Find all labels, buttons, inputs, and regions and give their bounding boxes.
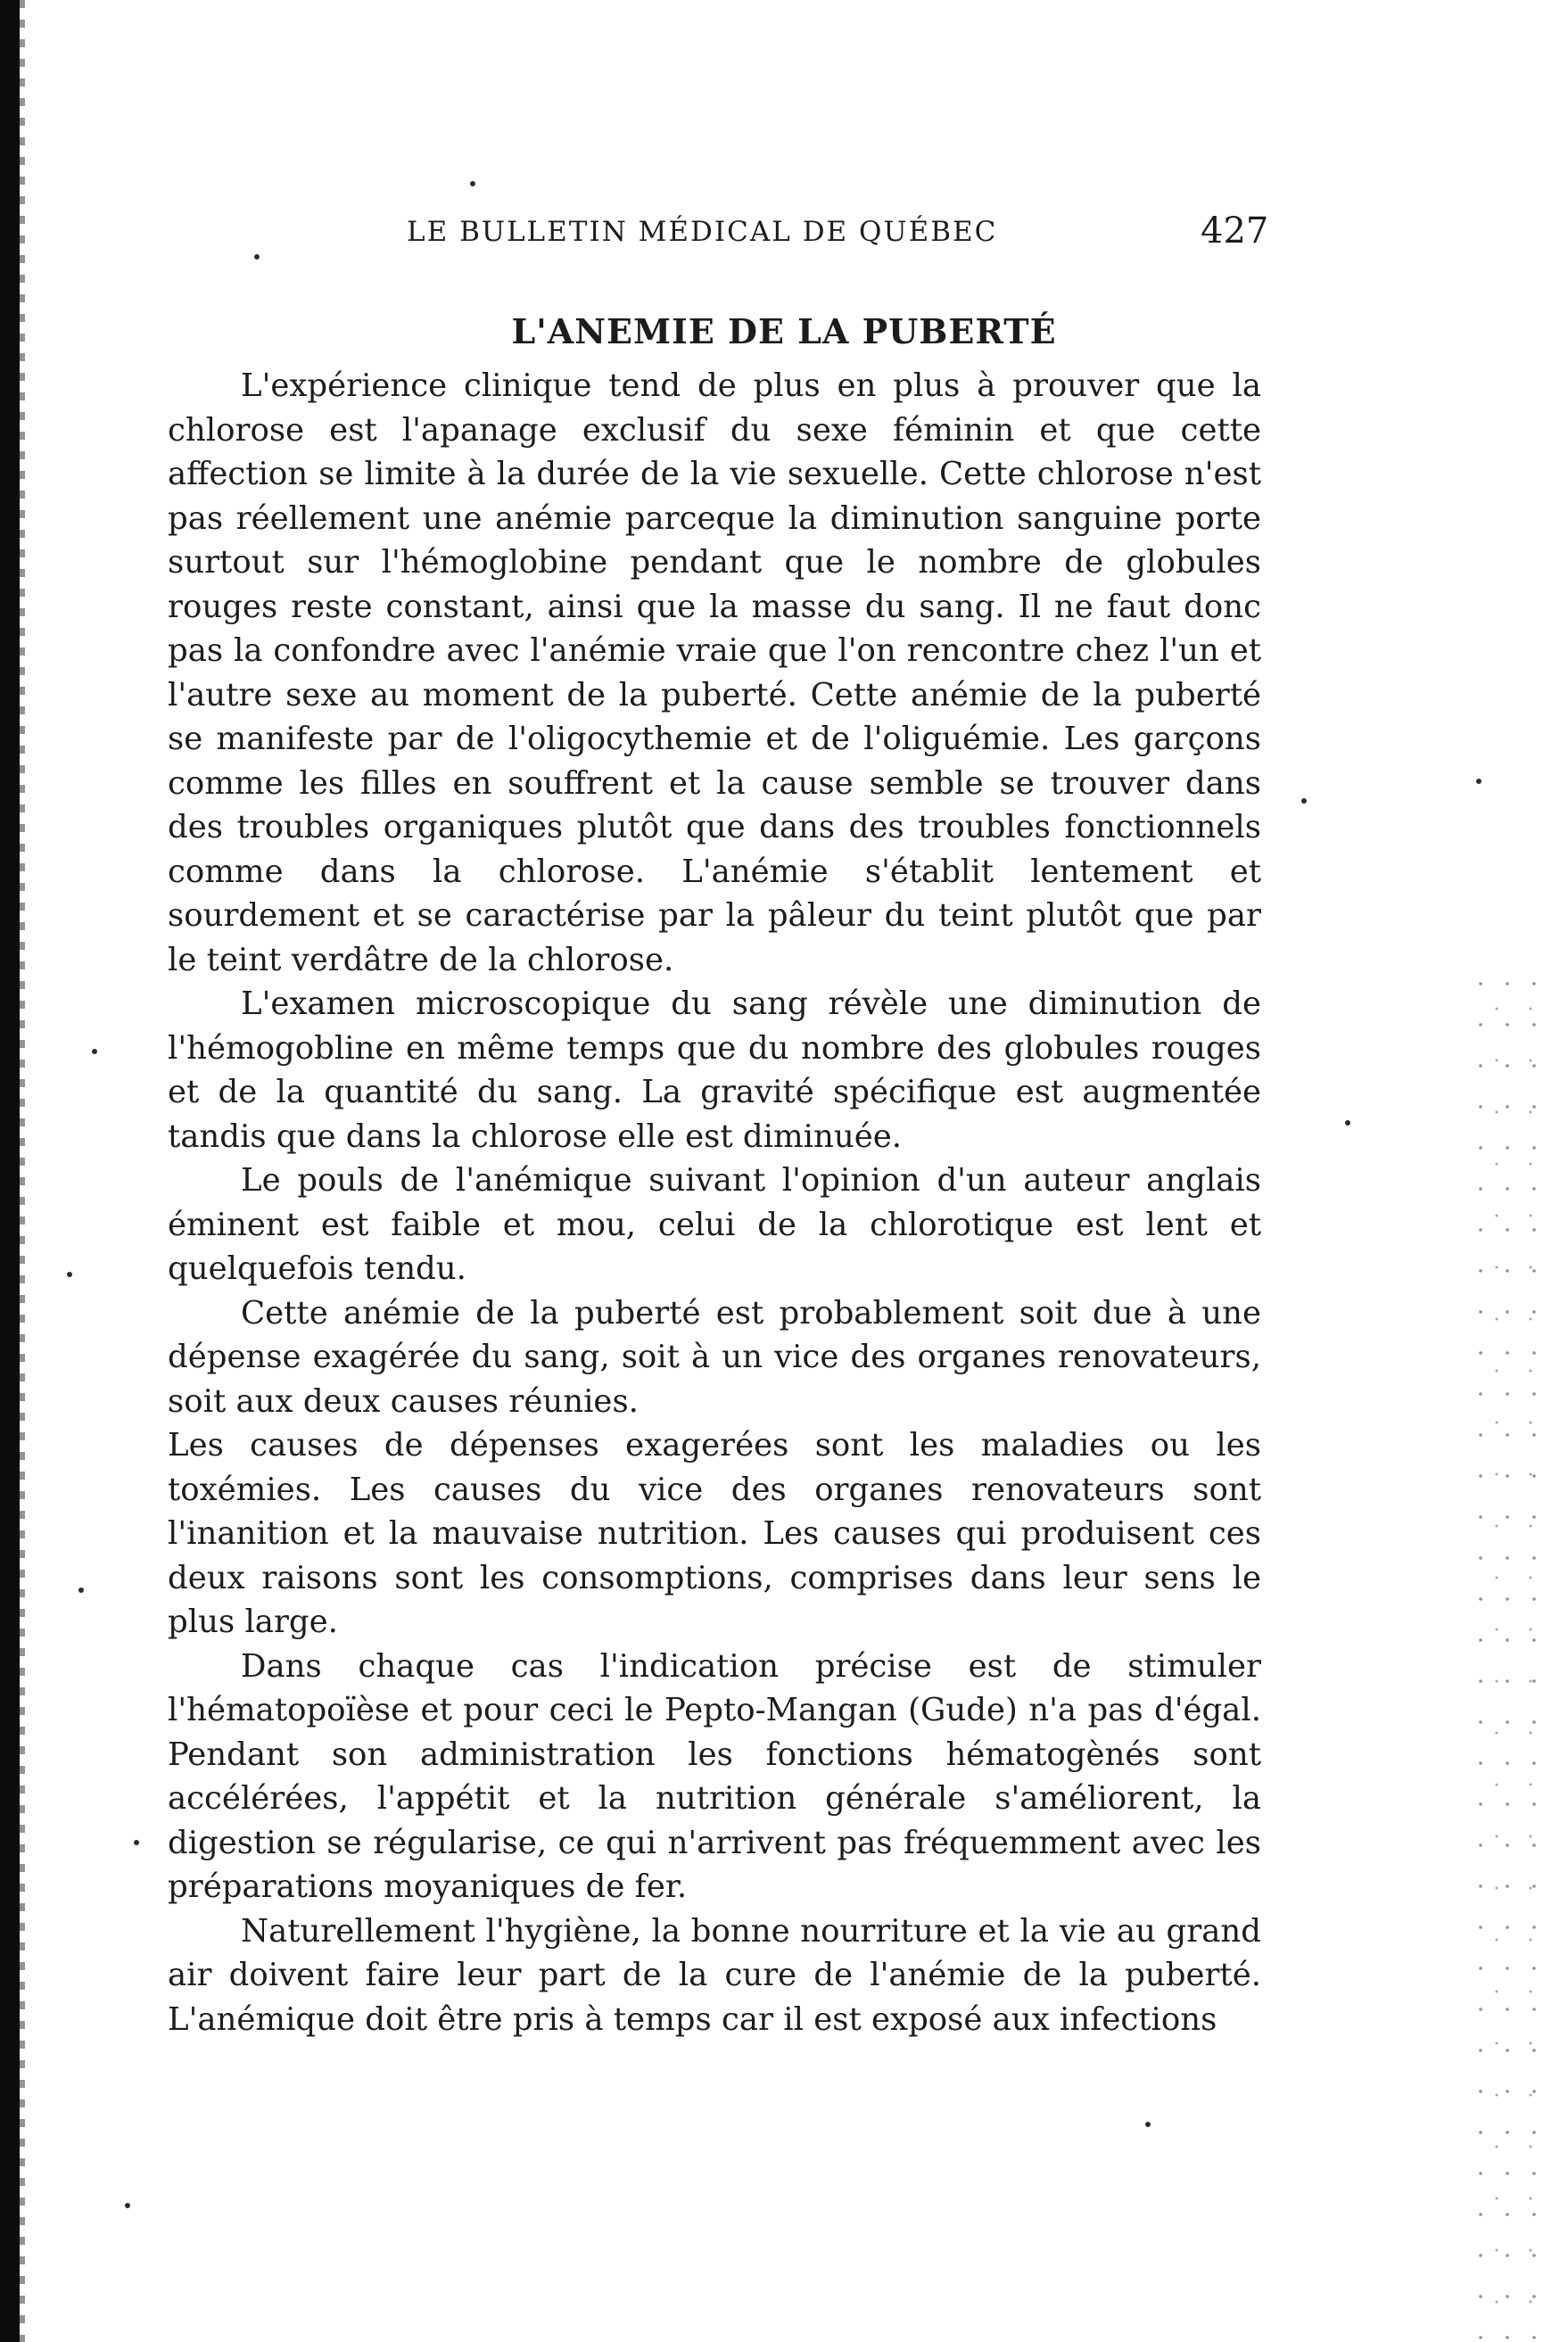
- running-header: [0, 210, 1568, 264]
- ink-speck: [1301, 798, 1307, 804]
- ink-speck: [78, 1587, 84, 1593]
- ink-speck: [134, 1840, 139, 1845]
- article-body: [168, 364, 1261, 2041]
- paragraph: L'expérience clinique tend de plus en plus à prouver que la chlorose est l'apanage exclusif du sexe féminin et que cette affection se limite à la durée de la vie sexuelle. Cette chlorose n'est pas réellement une anémie parceque la diminution sanguine porte surtout sur l'hémoglobine pendant que le nombre de globules rouges reste constant, ainsi que la masse du sang. Il ne faut donc pas la confondre avec l'anémie vraie que l'on rencontre chez l'un et l'autre sexe au moment de la puberté. Cette anémie de la puberté se manifeste par de l'oligocythemie et de l'oliguémie. Les garçons comme les filles en souffrent et la cause semble se trouver dans des troubles organiques plutôt que dans des troubles fonctionnels comme dans la chlorose. L'anémie s'établit lentement et sourdement et se caractérise par la pâleur du teint plutôt que par le teint verdâtre de la chlorose.: [168, 367, 1261, 978]
- ink-speck: [1145, 2122, 1151, 2127]
- article-title: L'ANEMIE DE LA PUBERTÉ: [511, 311, 1057, 352]
- ink-speck: [1345, 1120, 1350, 1126]
- paragraph: Dans chaque cas l'indication précise est de stimuler l'hématopoïèse et pour ceci le Pepto-Mangan (Gude) n'a pas d'égal. Pendant son administration les fonctions hématogènés sont accélérées, l'appétit et la nutrition générale s'améliorent, la digestion se régularise, ce qui n'arrivent pas fréquemment avec les préparations moyaniques de fer.: [168, 1647, 1261, 1905]
- journal-name: LE BULLETIN MÉDICAL DE QUÉBEC: [407, 216, 998, 248]
- ink-speck: [67, 1272, 72, 1277]
- ink-speck: [1476, 779, 1481, 784]
- paragraph: Les causes de dépenses exagerées sont les maladies ou les toxémies. Les causes du vice des organes renovateurs sont l'inanition et la mauvaise nutrition. Les causes qui produisent ces deux raisons sont les consomptions, comprises dans leur sens le plus large.: [168, 1427, 1261, 1640]
- ink-speck: [470, 181, 475, 186]
- ink-speck: [125, 2203, 130, 2208]
- page-edge-speckles: [1467, 963, 1547, 2342]
- ink-speck: [92, 1049, 97, 1054]
- paragraph: Cette anémie de la puberté est probablement soit due à une dépense exagérée du sang, soit à un vice des organes renovateurs, soit aux deux causes réunies.: [168, 1294, 1261, 1420]
- paragraph: Naturellement l'hygiène, la bonne nourriture et la vie au grand air doivent faire leur part de la cure de l'anémie de la puberté. L'anémique doit être pris à temps car il est exposé aux infections: [168, 1912, 1261, 2038]
- paragraph: Le pouls de l'anémique suivant l'opinion d'un auteur anglais éminent est faible et mou, celui de la chlorotique est lent et quelquefois tendu.: [168, 1162, 1261, 1287]
- paragraph: L'examen microscopique du sang révèle une diminution de l'hémogobline en même temps que du nombre des globules rouges et de la quantité du sang. La gravité spécifique est augmentée tandis que dans la chlorose elle est diminuée.: [168, 985, 1261, 1155]
- page-number: 427: [1201, 210, 1269, 252]
